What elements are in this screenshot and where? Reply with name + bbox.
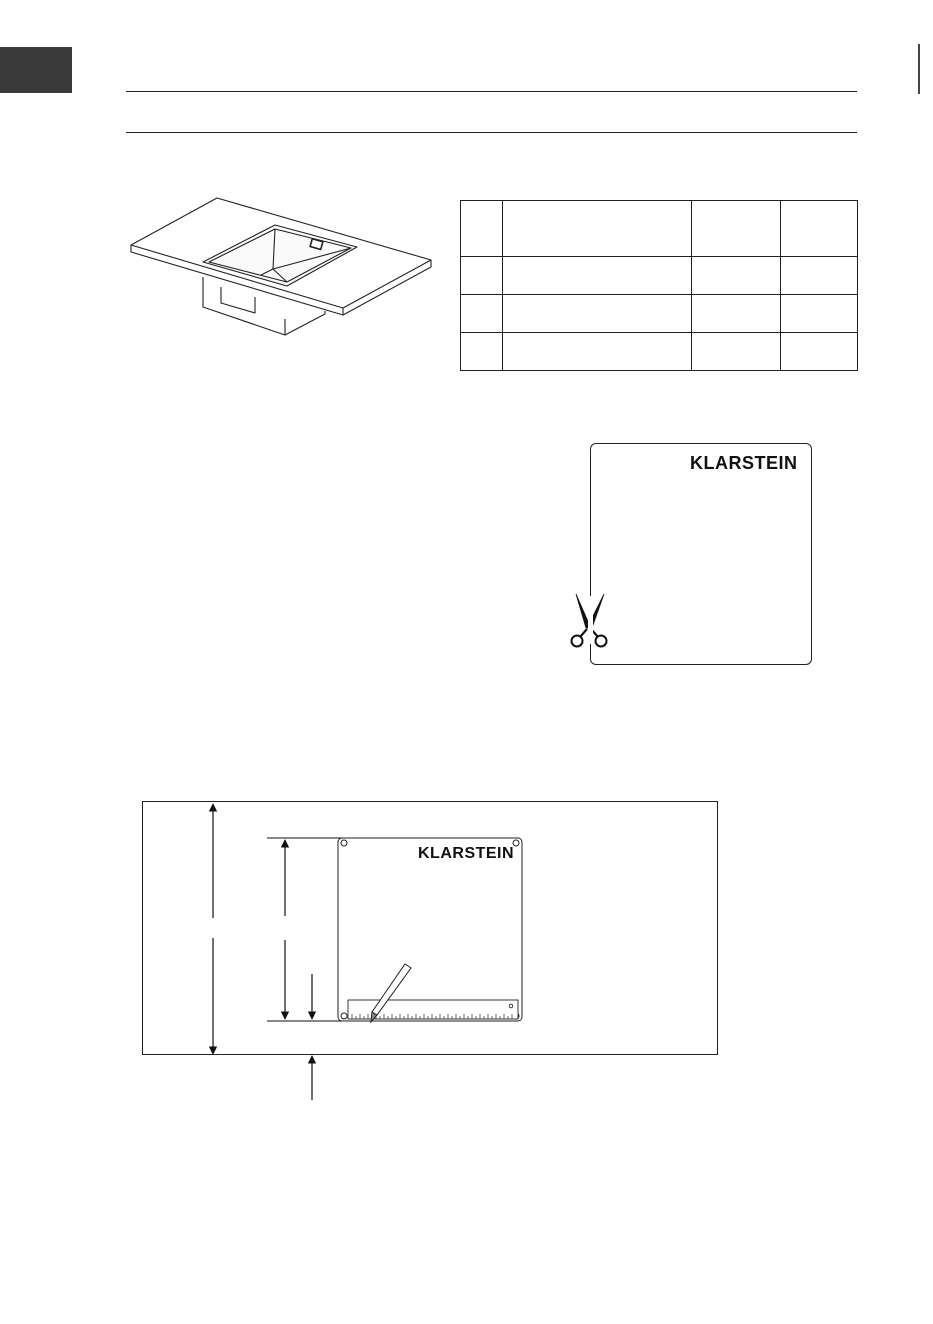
- table-cell: [692, 295, 781, 333]
- table-cell: [461, 257, 503, 295]
- table-cell: [781, 333, 858, 371]
- table-cell: [503, 257, 692, 295]
- table-cell: [503, 333, 692, 371]
- table-row: [461, 333, 858, 371]
- table-cell: [692, 201, 781, 257]
- table-row: [461, 201, 858, 257]
- table-cell: [461, 295, 503, 333]
- mounted-template-brand-logo: KLARSTEIN: [418, 845, 515, 862]
- table-cell: [692, 333, 781, 371]
- cut-gap: [588, 596, 593, 644]
- page-edge-mark: [918, 44, 920, 94]
- header-rule-top: [126, 91, 857, 92]
- table-cell: [503, 201, 692, 257]
- language-tab: [0, 47, 72, 93]
- table-cell: [461, 201, 503, 257]
- table-row: [461, 257, 858, 295]
- cutout-template-card: [590, 443, 812, 665]
- sink-illustration-icon: [125, 195, 435, 340]
- table-cell: [781, 257, 858, 295]
- table-cell: [503, 295, 692, 333]
- table-cell: [692, 257, 781, 295]
- table-row: [461, 295, 858, 333]
- parts-table: [460, 200, 858, 371]
- table-cell: [781, 295, 858, 333]
- dimension-diagram: [140, 798, 740, 1103]
- template-brand-logo: KLARSTEIN: [690, 453, 798, 473]
- header-rule-bottom: [126, 132, 857, 133]
- table-cell: [781, 201, 858, 257]
- table-cell: [461, 333, 503, 371]
